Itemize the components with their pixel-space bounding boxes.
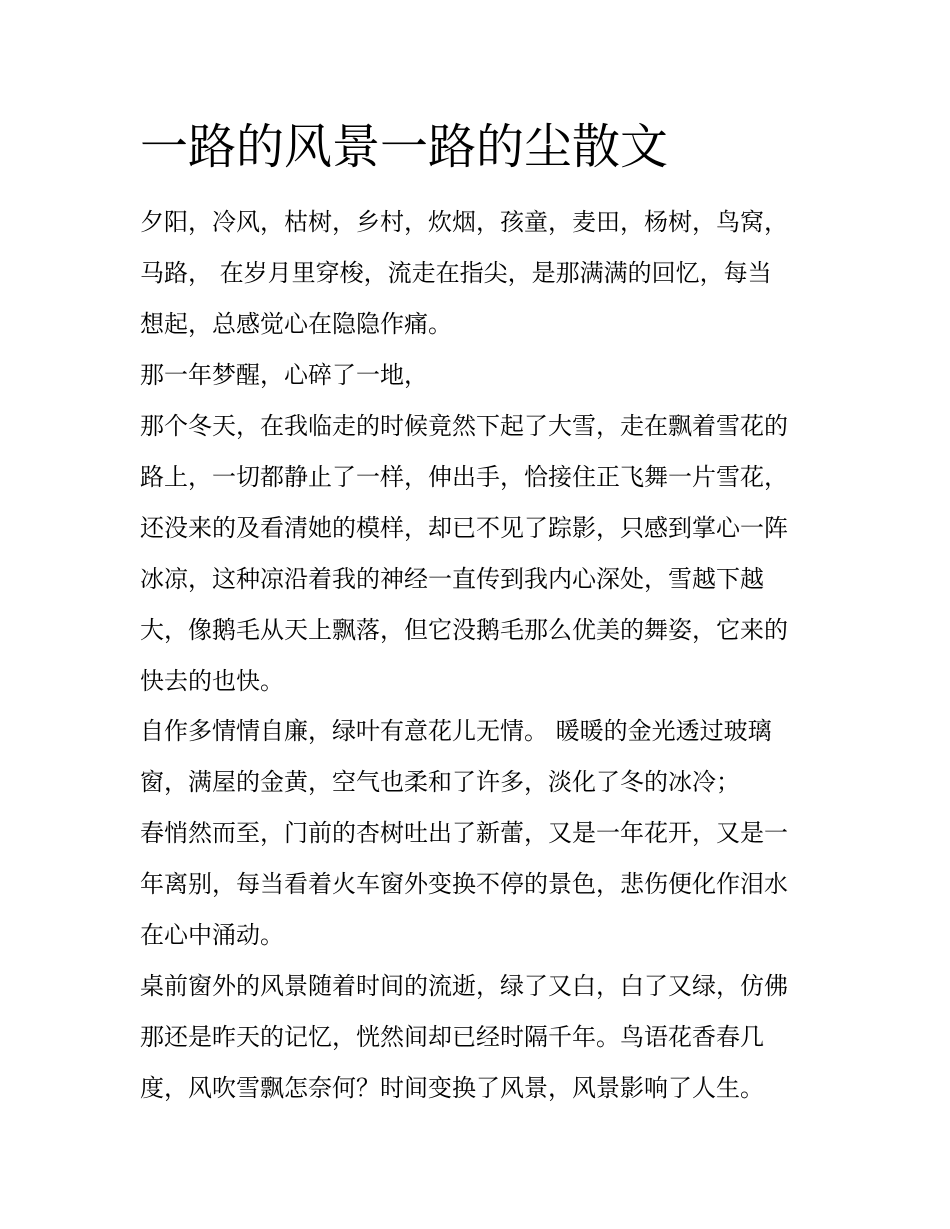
text-line: 快去的也快。 [140,667,284,695]
text-line: 大，像鹅毛从天上飘落，但它没鹅毛那么优美的舞姿，它来的 [140,616,788,644]
text-line: 夕阳，冷风，枯树，乡村，炊烟，孩童，麦田，杨树，鸟窝， [140,208,788,236]
text-line: 桌前窗外的风景随着时间的流逝，绿了又白，白了又绿，仿佛 [140,972,788,1000]
text-line: 年离别，每当看着火车窗外变换不停的景色，悲伤便化作泪水 [140,870,788,898]
text-line: 路上，一切都静止了一样，伸出手，恰接住正飞舞一片雪花， [140,463,788,491]
text-line: 那一年梦醒，心碎了一地， [140,361,428,389]
text-line: 在心中涌动。 [140,921,284,949]
text-line: 那还是昨天的记忆，恍然间却已经时隔千年。鸟语花香春几 [140,1023,764,1051]
text-line: 想起，总感觉心在隐隐作痛。 [140,310,452,338]
text-line: 自作多情情自廉，绿叶有意花儿无情。 暖暖的金光透过玻璃 [140,717,772,745]
text-line: 春悄然而至，门前的杏树吐出了新蕾，又是一年花开，又是一 [140,819,788,847]
text-line: 度，风吹雪飘怎奈何？时间变换了风景，风景影响了人生。 [140,1074,764,1102]
text-line: 冰凉，这种凉沿着我的神经一直传到我内心深处，雪越下越 [140,565,764,593]
text-line: 窗，满屋的金黄，空气也柔和了许多，淡化了冬的冰冷； [140,768,740,796]
text-line: 马路， 在岁月里穿梭，流走在指尖，是那满满的回忆，每当 [140,259,772,287]
text-line: 那个冬天，在我临走的时候竟然下起了大雪，走在飘着雪花的 [140,412,788,440]
document-title: 一路的风景一路的尘散文 [140,119,669,175]
text-line: 还没来的及看清她的模样，却已不见了踪影，只感到掌心一阵 [140,514,788,542]
